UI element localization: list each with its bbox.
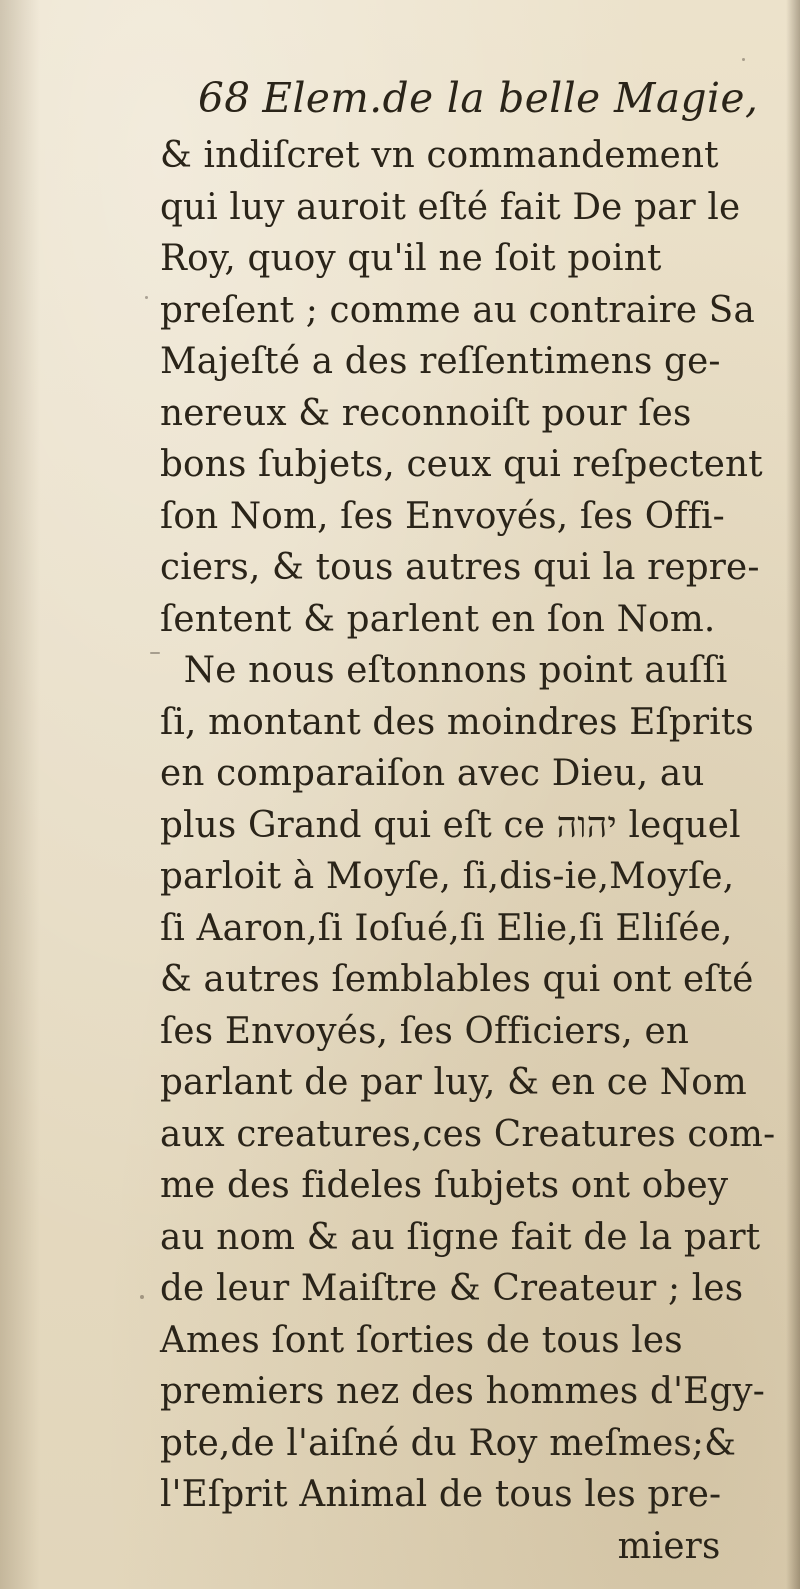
text-line: ſes Envoyés, ſes Officiers, en [160,1010,690,1052]
text-line: Ames ſont ſorties de tous les [160,1319,683,1361]
text-line: plus Grand qui eſt ce יהוה lequel [160,804,741,846]
text-line: ſi Aaron,ſi Ioſué,ſi Elie,ſi Eliſée, [160,907,733,949]
text-line: premiers nez des hommes d'Egy- [160,1371,766,1412]
paper-speck [150,652,160,654]
text-line: ciers, & tous autres qui la repre- [160,547,760,588]
text-line: ſon Nom, ſes Envoyés, ſes Offi- [160,495,725,537]
page-number: 68 [198,74,251,122]
text-line: de leur Maiſtre & Createur ; les [160,1268,744,1309]
text-line: preſent ; comme au contraire Sa [160,289,755,331]
text-line: ſentent & parlent en ſon Nom. [160,598,716,640]
text-line: Roy, quoy qu'il ne ſoit point [160,238,662,279]
text-line: bons ſubjets, ceux qui reſpectent [160,444,763,485]
text-line: & autres ſemblables qui ont eſté [160,959,754,1000]
text-line: pte,de l'aiſné du Roy meſmes;& [160,1422,737,1464]
text-line: ſi, montant des moindres Eſprits [160,701,754,743]
text-line: parloit à Moyſe, ſi,dis-ie,Moyſe, [160,856,735,897]
text-line: & indiſcret vn commandement [160,135,719,176]
paper-speck [742,58,745,61]
running-header [198,74,759,122]
catchword-line: miers [617,1525,721,1567]
paper-speck [145,296,148,299]
gutter-shadow [0,0,40,1589]
text-line: en comparaiſon avec Dieu, au [160,753,705,794]
page-edge-shadow [786,0,800,1589]
running-title: Elem.de la belle Magie, [262,74,759,122]
text-line: Majeſté a des reſſentimens ge- [160,341,721,382]
text-line: au nom & au ſigne fait de la part [160,1216,761,1258]
body-text [160,130,780,1572]
text-line: qui luy auroit eſté fait De par le [160,186,741,228]
text-line: parlant de par luy, & en ce Nom [160,1062,748,1103]
text-line: me des fideles ſubjets ont obey [160,1165,729,1206]
paragraph-start-line: Ne nous eſtonnons point auſſi [183,650,728,691]
paper-speck [140,1295,144,1299]
text-line: nereux & reconnoiſt pour ſes [160,392,692,434]
text-line: aux creatures,ces Creatures com- [160,1113,776,1155]
text-line: l'Eſprit Animal de tous les pre- [160,1474,722,1515]
